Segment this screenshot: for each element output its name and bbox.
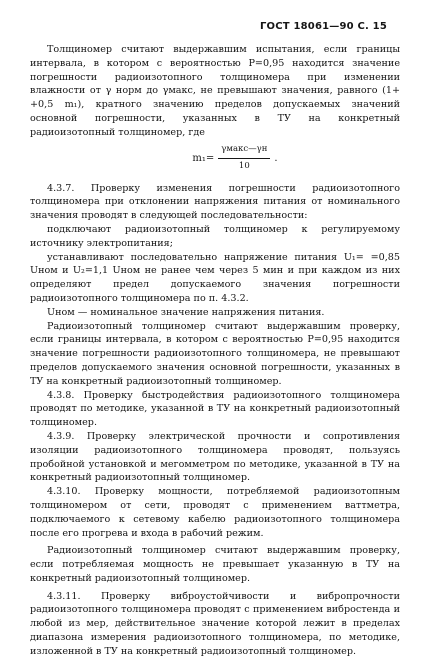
paragraph-4-3-9: 4.3.9. Проверку электрической прочности и сопротивления изоляции радиоизотопного толщиномера проводят, пользуясь пробойной установкой и мегомметром по методике, указанной в ТУ на конкретный радиоизотопный толщиномер. xyxy=(30,430,400,484)
document-body xyxy=(30,43,400,659)
formula-fraction xyxy=(218,143,270,174)
paragraph: устанавливают последовательно напряжение питания U₁= =0,85 Uном и U₂=1,1 Uном не ранее чем через 5 мин и при каждом из них определяют предел допускаемого значения погрешности радиоизотопного толщиномера по п. 4.3.2. xyxy=(30,251,400,304)
formula-lhs: m₁= xyxy=(192,152,215,164)
paragraph: Радиоизотопный толщиномер считают выдержавшим проверку, если потребляемая мощность не превышает указанную в ТУ на конкретный радиоизотопный толщиномер. xyxy=(30,545,400,584)
paragraph-4-3-7: 4.3.7. Проверку изменения погрешности радиоизотопного толщиномера при отклонении напряжения питания от номинального значения проводят в следующей последовательности: xyxy=(30,182,400,222)
formula-tail: . xyxy=(274,152,278,164)
formula-m1 xyxy=(30,144,400,174)
paragraph: Радиоизотопный толщиномер считают выдержавшим проверку, если границы интервала, в котором с вероятностью P=0,95 находится значение погрешности радиоизотопного толщиномера, не превышают пределов допускаемого значения основной погрешности, указанных в ТУ на конкретный радиоизотопный толщиномер. xyxy=(30,320,400,387)
formula-denominator: 10 xyxy=(238,161,250,172)
paragraph: Uном — номинальное значение напряжения питания. xyxy=(47,306,325,318)
paragraph-4-3-8: 4.3.8. Проверку быстродействия радиоизотопного толщиномера проводят по методике, указанной в ТУ на конкретный радиоизотопный толщиномер. xyxy=(30,389,400,429)
paragraph: подключают радиоизотопный толщиномер к регулируемому источнику электропитания; xyxy=(30,223,400,249)
paragraph: Толщиномер считают выдержавшим испытания, если границы интервала, в котором с вероятностью P=0,95 находится значение погрешности радиоизотопного толщиномера при изменении влажности от γ норм до γмакс, не превышают значения, равного (1+ +0,5 m₁), кратного значению пределов допускаемых значений основной погрешности, указанных в ТУ на конкретный радиоизотопный толщиномер, где xyxy=(30,44,400,138)
paragraph-4-3-10: 4.3.10. Проверку мощности, потребляемой радиоизотопным толщиномером от сети, проводят с применением ваттметра, подключаемого к сетевому кабелю радиоизотопного толщиномера после его прогрева и входа в рабочий режим. xyxy=(30,486,400,539)
paragraph-4-3-11: 4.3.11. Проверку виброустойчивости и вибропрочности радиоизотопного толщиномера проводят с применением вибростенда и любой из мер, действительное значение которой лежит в пределах диапазона измерения радиоизотопного толщиномера, по методике, изложенной в ТУ на конкретный радиоизотопный толщиномер. xyxy=(30,590,400,657)
formula-numerator: γмакс—γн xyxy=(218,143,270,159)
page-header: ГОСТ 18061—90 С. 15 xyxy=(259,21,387,32)
